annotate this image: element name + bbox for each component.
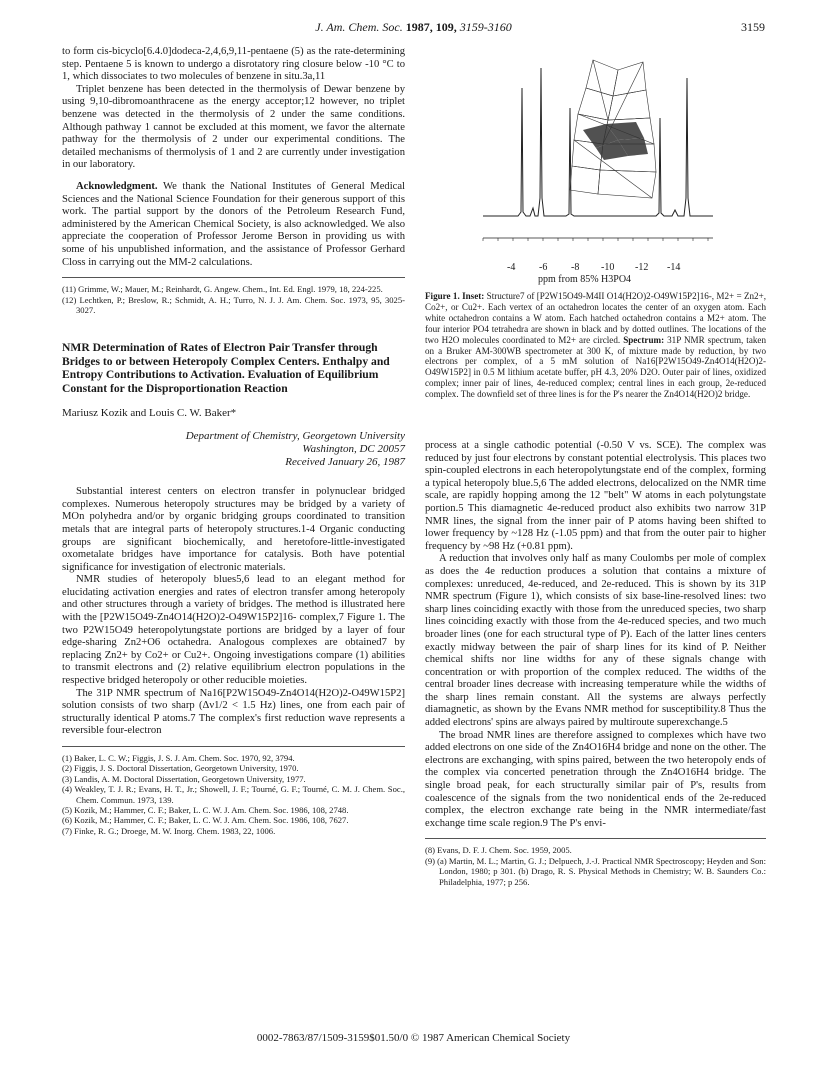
left-column: [62, 46, 405, 836]
paragraph: Triplet benzene has been detected in the thermolysis of Dewar benzene by using 9,10-dibromoanthracene as the energy acceptor;12 however, no triplet benzene was detected in the thermolysis of 2 under the same conditions. Although pathway 1 cannot be excluded at this moment, we favor the alternate pathway for the thermolysis of 2 under our experimental conditions. The detailed mechanisms of thermolysis of 1 and 2 are currently under investigation in our laboratory.: [62, 83, 405, 171]
acknowledgment-heading: Acknowledgment.: [76, 180, 158, 192]
paragraph: Substantial interest centers on electron transfer in polynuclear bridged complexes. Numerous heteropoly structures may be bridged by a variety of MOn polyhedra and/or by organic bridging groups coordinated to transition metals that are integral parts of heteropoly structures.1-4 Organic conducting groups are significant biochemically, and heretofore-little-investigated oxometalate bridges have importance for catalysis. Both have potential significance for investigation of electronic materials.: [62, 486, 405, 573]
running-head-citation: [62, 20, 765, 35]
affiliation: [62, 430, 405, 456]
paragraph: process at a single cathodic potential (-0.50 V vs. SCE). The complex was reduced by just four electrons by constant potential electrolysis. This places two spin-coupled electrons in each heteropolytungstate end of the complex, forming a typical heteropoly blue.5,6 The added electrons, delocalized on the NMR time scale, are rapidly hopping among the 12 "belt" W atoms in each polytungstate portion.5 This diamagnetic 4e-reduced product also exhibits two narrow 31P NMR lines, the signal from the inner pair of P atoms having been shifted to lower frequency by ~128 Hz (-1.05 ppm) and that from the outer pair to higher frequency by ~98 Hz (+0.81 ppm).: [425, 440, 766, 552]
received-date: Received January 26, 1987: [285, 455, 405, 468]
footnote-rule: [425, 838, 766, 839]
authors: Mariusz Kozik and Louis C. W. Baker*: [62, 406, 237, 419]
reference: (3) Landis, A. M. Doctoral Dissertation, Georgetown University, 1977.: [62, 773, 306, 784]
footnote-rule: [62, 277, 405, 278]
reference: (4) Weakley, T. J. R.; Evans, H. T., Jr.; Showell, J. F.; Tourné, G. F.; Tourné, C. M. J. Chem. Soc., Chem. Commun. 1973, 139.: [62, 784, 405, 805]
tick-label: -4: [507, 262, 516, 273]
paragraph: A reduction that involves only half as many Coulombs per mole of complex as does the 4e reduction produces a solution that contains a mixture of complexes: unreduced, 4e-reduced, and 2e-reduced. This is shown by its 31P NMR spectrum (Figure 1), which consists of six base-line-resolved lines: two sharp lines coinciding exactly with those from the unreduced species, two sharp lines coinciding exactly with those from the 4e-reduced species, and two much broader lines (one for each structural type of P). Each of the latter lines centers exactly midway between the pair of sharp lines for its kind of P. Neither chemical shifts nor line widths for any of these signals change with concentration or with proportion of the complex reduced. The widths of the central broader lines decrease with increasing temperature while the widths of the sharp lines remain constant. All the systems are always perfectly diamagnetic, as shown by the Evans NMR method for susceptibility.8 Thus the added electrons' spins are always paired by multiroute superexchange.5: [425, 553, 766, 729]
paragraph: NMR studies of heteropoly blues5,6 lead to an elegant method for elucidating activation energies and rates of electron transfer among heteropoly and other structures through a variety of bridges. The method is illustrated here with the [P2W15O49-Zn4O14(H2O)2-O49W15P2]16- complex,7 Figure 1. The two P2W15O49 heteropolytungstate portions are bridged by a layer of four edge-sharing Zn2+O6 octahedra. Analogous complexes are obtained7 by replacing Zn2+ by Co2+ or Cu2+. Ongoing investigations compare (1) abilities to transmit electrons and (2) relative equilibrium electron populations in the respective bridged heteropoly or other reducible moieties.: [62, 574, 405, 687]
right-column: [425, 440, 766, 887]
paragraph: The 31P NMR spectrum of Na16[P2W15O49-Zn4O14(H2O)2-O49W15P2] solution consists of two sharp (Δν1/2 < 1.5 Hz) lines, one from each pair of structurally identical P atoms.7 The complex's first reduction wave represents a reversible four-electron: [62, 687, 405, 737]
caption-text: Structure7 of [P2W15O49-M4II O14(H2O)2-O49W15P2]16-, M2+ = Zn2+, Co2+, or Cu2+. Each vertex of an octahedron locates the center of an oxygen atom. Each white octahedron contains a W atom. Each hatched octahedron contains a M2+ atom. The four interior PO4 tetrahedra are shown in black and by dotted outlines. The locations of the two H2O molecules coordinated to M2+ are circled.: [425, 291, 766, 345]
running-head: [62, 20, 765, 36]
nmr-spectrum-with-inset: [478, 48, 718, 263]
acknowledgment-text: We thank the National Institutes of General Medical Sciences and the National Science Foundation for their generous support of this work. The partial support by the donors of the Petroleum Research Fund, administered by the American Chemical Society, is also acknowledged. We also appreciate the cooperation of Professor Jerome Berson in providing us with some of his unpublished information, and the assistance of Professor Gerhard Closs in carrying out the MM-2 calculations.: [62, 180, 405, 268]
article-title: NMR Determination of Rates of Electron Pair Transfer through Bridges to or between Heteropoly Complex Centers. Enthalpy and Entropy Contributions to Activation. Evaluation of Equilibrium Constant for the Disproportionation Reaction: [62, 341, 390, 395]
tick-label: -8: [571, 262, 580, 273]
nmr-figure: [478, 48, 718, 280]
caption-text-2: 31P NMR spectrum, taken on a Bruker AM-300WB spectrometer at 300 K, of mixture made by reduction, by two electrons per complex, of a 5 mM solution of Na16[P2W15O49-Zn4O14(H2O)2-O49W15P2] in 0.5 M lithium acetate buffer, pH 4.3, 20% D2O. Outer pair of lines, oxidized complex; inner pair of lines, 4e-reduced complex; central lines in each group, 2e-reduced complex. The downfield set of three lines is for the P's nearer the Zn4O14(H2O)2 bridge.: [425, 334, 766, 400]
x-axis-title: ppm from 85% H3PO4: [538, 274, 632, 285]
reference: (11) Grimme, W.; Mauer, M.; Reinhardt, G. Angew. Chem., Int. Ed. Engl. 1979, 18, 224-225.: [62, 284, 383, 295]
tick-label: -10: [601, 262, 615, 273]
reference-list: [62, 753, 405, 836]
reference-list: [425, 845, 766, 887]
reference: (1) Baker, L. C. W.; Figgis, J. S. J. Am. Chem. Soc. 1970, 92, 3794.: [62, 753, 295, 763]
caption-inset-label: Inset:: [462, 291, 485, 301]
affiliation-dept: Department of Chemistry, Georgetown University: [185, 429, 405, 442]
tick-label: -14: [667, 262, 681, 273]
reference-list: [62, 284, 405, 315]
reference: (12) Lechtken, P.; Breslow, R.; Schmidt, A. H.; Turro, N. J. J. Am. Chem. Soc. 1973, 95, 3025-3027.: [62, 294, 405, 315]
caption-label: Figure 1.: [425, 291, 460, 301]
tick-label: -12: [635, 262, 649, 273]
affiliation-city: Washington, DC 20057: [302, 442, 405, 455]
reference: (7) Finke, R. G.; Droege, M. W. Inorg. Chem. 1983, 22, 1006.: [62, 825, 276, 836]
reference: (5) Kozik, M.; Hammer, C. F.; Baker, L. C. W. J. Am. Chem. Soc. 1986, 108, 2748.: [62, 805, 349, 816]
page-number: 3159: [741, 20, 765, 34]
footnote-rule: [62, 746, 405, 747]
year-volume: 1987, 109,: [405, 20, 457, 34]
x-axis-ticks: [483, 238, 708, 241]
caption-spectrum-label: Spectrum:: [623, 334, 665, 345]
figure-caption: [425, 291, 766, 400]
acknowledgment: [62, 181, 405, 269]
reference: (2) Figgis, J. S. Doctoral Dissertation, Georgetown University, 1970.: [62, 763, 299, 774]
paragraph: The broad NMR lines are therefore assigned to complexes which have two added electrons on one side of the Zn4O16H4 bridge and none on the other. The electrons are exchanging, with spins paired, between the two heteropoly ends of the complex via concerted penetration through the Zn4O16H4 bridge. The single broad peak, for each structurally similar pair of P's, results from coalescence of the signals from the two nonidentical ends of the 2e-reduced complex, the electron exchange rate being in the NMR intermediate/fast exchange time scale region.9 The P's envi-: [425, 729, 766, 829]
page-footer: 0002-7863/87/1509-3159$01.50/0 © 1987 American Chemical Society: [256, 1032, 571, 1044]
reference: (8) Evans, D. F. J. Chem. Soc. 1959, 2005.: [425, 845, 572, 856]
journal-name: J. Am. Chem. Soc.: [315, 20, 403, 34]
reference: (6) Kozik, M.; Hammer, C. F.; Baker, L. C. W. J. Am. Chem. Soc. 1986, 108, 7627.: [62, 815, 349, 826]
page-range: 3159-3160: [459, 20, 512, 34]
paragraph: to form cis-bicyclo[6.4.0]dodeca-2,4,6,9,11-pentaene (5) as the rate-determining step. Pentaene 5 is known to undergo a disrotatory ring closure below -10 °C to 1, which dissociates to two molecules of benzene in situ.3a,11: [62, 46, 405, 83]
tick-label: -6: [539, 262, 548, 273]
reference: (9) (a) Martin, M. L.; Martin, G. J.; Delpuech, J.-J. Practical NMR Spectroscopy; Heyden and Son: London, 1980; p 301. (b) Drago, R. S. Physical Methods in Chemistry; W. B. Saunders Co.: Philadelphia, 1977; p 256.: [425, 855, 766, 887]
